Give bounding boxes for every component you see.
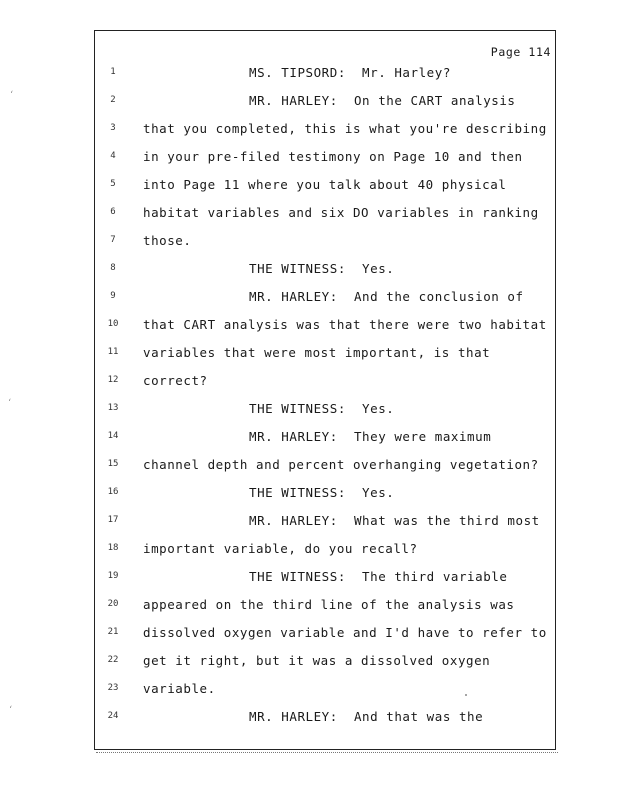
- line-number: 2: [110, 95, 116, 105]
- line-number: 3: [110, 123, 116, 133]
- line-text: MS. TIPSORD: Mr. Harley?: [249, 65, 451, 80]
- transcript-line: [95, 679, 555, 699]
- transcript-line: [95, 511, 555, 531]
- line-text: get it right, but it was a dissolved oxygen: [143, 653, 491, 668]
- transcript-line: [95, 455, 555, 475]
- line-number: 10: [107, 319, 119, 329]
- line-number: 23: [107, 683, 119, 693]
- transcript-line: [95, 259, 555, 279]
- line-text: variable.: [143, 681, 216, 696]
- transcript-line: [95, 119, 555, 139]
- line-text: variables that were most important, is that: [143, 345, 491, 360]
- line-text: appeared on the third line of the analysis was: [143, 597, 515, 612]
- line-text: those.: [143, 233, 192, 248]
- line-number: 9: [110, 291, 116, 301]
- line-number: 18: [107, 543, 119, 553]
- transcript-line: [95, 63, 555, 83]
- line-number: 7: [110, 235, 116, 245]
- transcript-line: [95, 539, 555, 559]
- transcript-line: [95, 623, 555, 643]
- line-text: MR. HARLEY: On the CART analysis: [249, 93, 516, 108]
- line-number: 13: [107, 403, 119, 413]
- page-number: Page 114: [490, 45, 551, 59]
- line-number: 24: [107, 711, 119, 721]
- line-text: that you completed, this is what you're describing: [143, 121, 547, 136]
- line-number: 14: [107, 431, 119, 441]
- line-text: MR. HARLEY: They were maximum: [249, 429, 492, 444]
- line-number: 8: [110, 263, 116, 273]
- scan-speck: [465, 694, 467, 696]
- transcript-line: [95, 399, 555, 419]
- transcript-line: [95, 595, 555, 615]
- line-text: THE WITNESS: The third variable: [249, 569, 508, 584]
- line-text: dissolved oxygen variable and I'd have to refer to: [143, 625, 547, 640]
- transcript-line: [95, 707, 555, 727]
- line-number: 16: [107, 487, 119, 497]
- line-number: 21: [107, 627, 119, 637]
- line-number: 22: [107, 655, 119, 665]
- line-number: 4: [110, 151, 116, 161]
- transcript-line: [95, 483, 555, 503]
- transcript-line: [95, 567, 555, 587]
- line-number: 1: [110, 67, 116, 77]
- transcript-line: [95, 315, 555, 335]
- margin-scan-mark: ‘: [9, 705, 13, 716]
- line-text: THE WITNESS: Yes.: [249, 485, 395, 500]
- line-text: MR. HARLEY: What was the third most: [249, 513, 540, 528]
- line-text: MR. HARLEY: And the conclusion of: [249, 289, 524, 304]
- margin-scan-mark: ‘: [8, 398, 12, 409]
- line-text: THE WITNESS: Yes.: [249, 261, 395, 276]
- line-text: into Page 11 where you talk about 40 physical: [143, 177, 507, 192]
- line-number: 5: [110, 179, 116, 189]
- line-text: THE WITNESS: Yes.: [249, 401, 395, 416]
- line-text: that CART analysis was that there were two habitat: [143, 317, 547, 332]
- transcript-line: [95, 231, 555, 251]
- transcript-line: [95, 91, 555, 111]
- line-number: 6: [110, 207, 116, 217]
- line-number: 20: [107, 599, 119, 609]
- line-text: MR. HARLEY: And that was the: [249, 709, 484, 724]
- transcript-line: [95, 287, 555, 307]
- transcript-line: [95, 427, 555, 447]
- line-number: 12: [107, 375, 119, 385]
- transcript-line: [95, 175, 555, 195]
- line-text: correct?: [143, 373, 208, 388]
- line-number: 17: [107, 515, 119, 525]
- margin-scan-mark: ‘: [10, 90, 14, 101]
- transcript-line: [95, 343, 555, 363]
- line-number: 15: [107, 459, 119, 469]
- page-bottom-edge: [96, 752, 558, 755]
- transcript-line: [95, 651, 555, 671]
- line-text: important variable, do you recall?: [143, 541, 418, 556]
- line-number: 11: [107, 347, 119, 357]
- transcript-line: [95, 147, 555, 167]
- line-number: 19: [107, 571, 119, 581]
- line-text: in your pre-filed testimony on Page 10 and then: [143, 149, 523, 164]
- line-text: habitat variables and six DO variables in ranking: [143, 205, 539, 220]
- transcript-line: [95, 371, 555, 391]
- transcript-line: [95, 203, 555, 223]
- line-text: channel depth and percent overhanging vegetation?: [143, 457, 539, 472]
- transcript-page: [94, 30, 556, 750]
